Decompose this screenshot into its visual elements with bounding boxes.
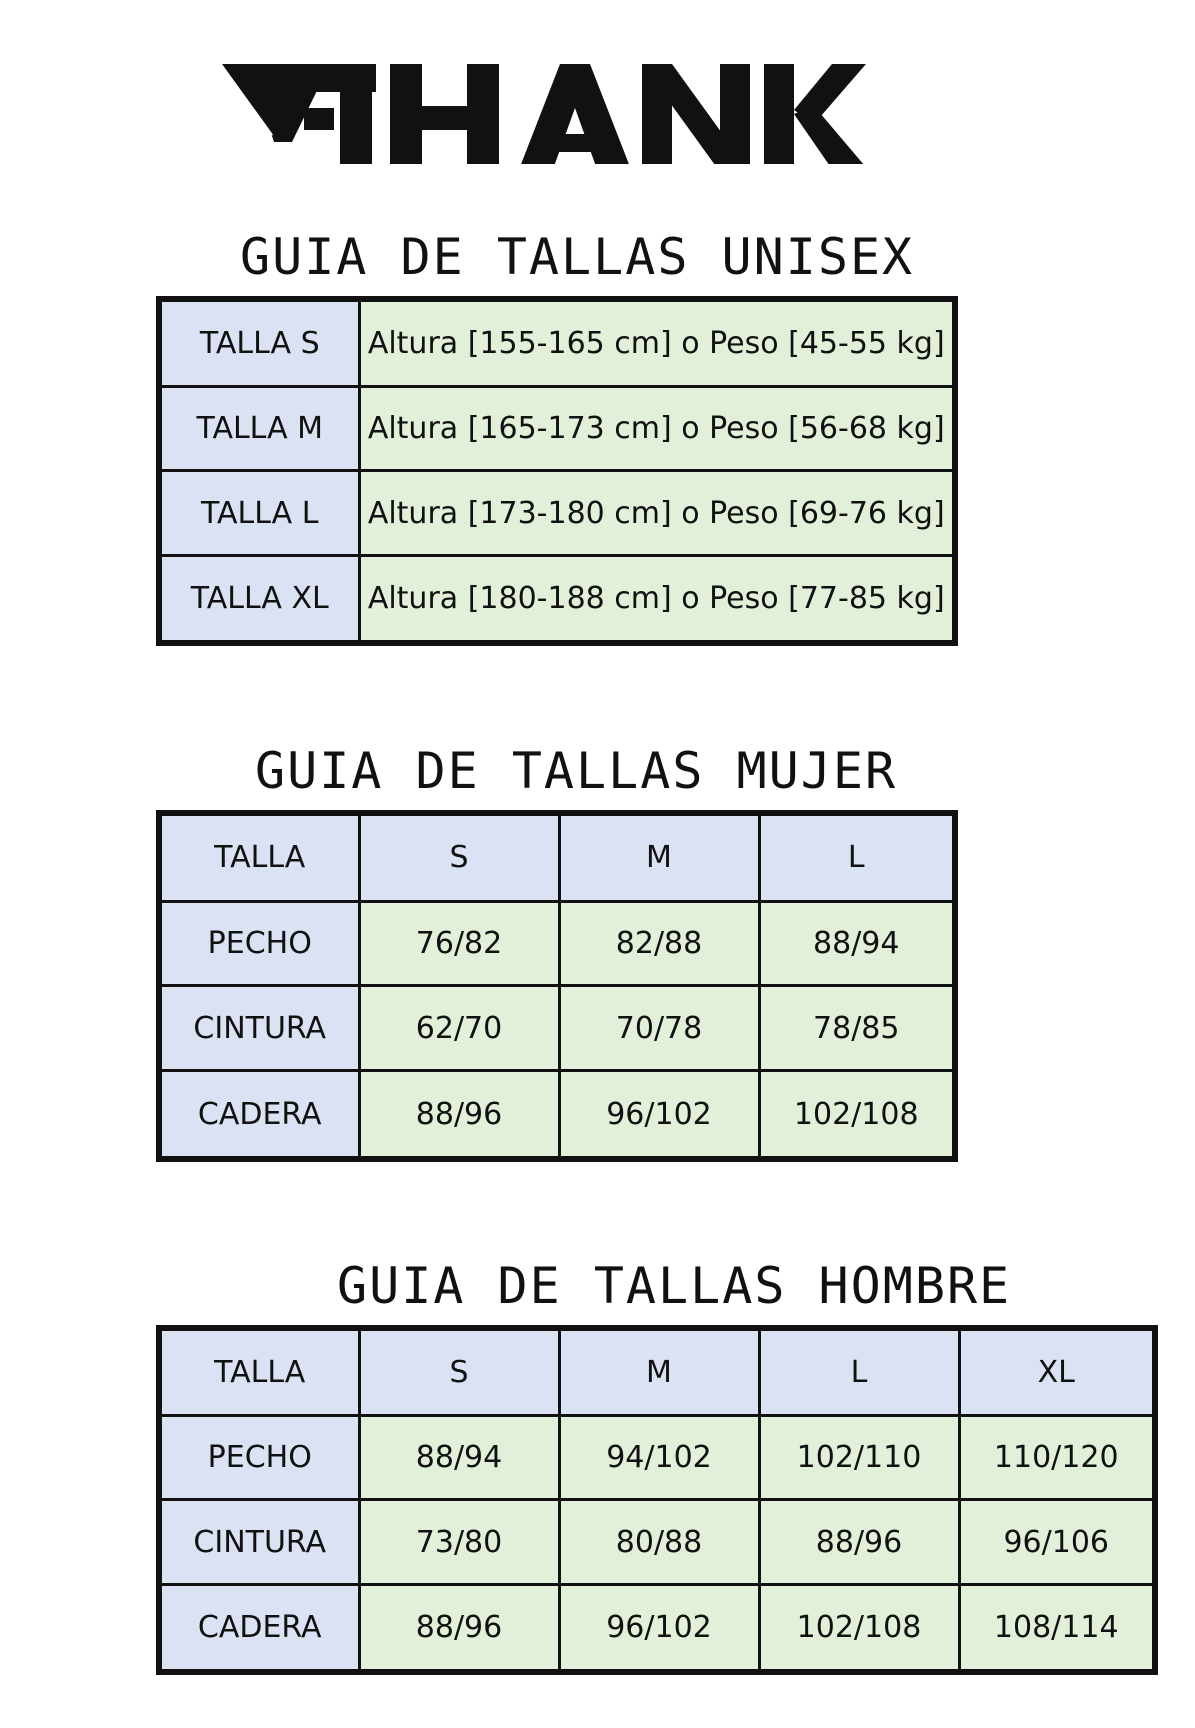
measure-cell: 96/102 [559,1071,759,1159]
measure-cell: 110/120 [959,1416,1155,1500]
size-description: Altura [180-188 cm] o Peso [77-85 kg] [359,555,955,643]
table-row [159,986,955,1071]
measure-cell: 94/102 [559,1416,759,1500]
header-cell: M [559,813,759,901]
header-cell: L [759,1328,959,1416]
measure-cell: 102/108 [759,1584,959,1672]
header-cell: S [359,813,559,901]
row-label: CINTURA [159,986,359,1071]
table-row [159,901,955,986]
measure-cell: 102/110 [759,1416,959,1500]
row-label: PECHO [159,1416,359,1500]
measure-cell: 62/70 [359,986,559,1071]
measure-cell: 88/96 [759,1500,959,1584]
header-cell: XL [959,1328,1155,1416]
table-row [159,299,955,387]
mujer-title: GUIA DE TALLAS MUJER [255,742,898,800]
row-label: CADERA [159,1584,359,1672]
table-row [159,471,955,555]
hombre-title: GUIA DE TALLAS HOMBRE [337,1257,1012,1315]
header-cell: TALLA [159,1328,359,1416]
header-cell: TALLA [159,813,359,901]
table-header-row [159,1328,1155,1416]
table-row [159,1500,1155,1584]
measure-cell: 70/78 [559,986,759,1071]
size-description: Altura [173-180 cm] o Peso [69-76 kg] [359,471,955,555]
brand-logo [222,56,890,164]
measure-cell: 108/114 [959,1584,1155,1672]
measure-cell: 80/88 [559,1500,759,1584]
table-row [159,555,955,643]
header-cell: L [759,813,955,901]
size-label: TALLA M [159,387,359,471]
measure-cell: 82/88 [559,901,759,986]
size-label: TALLA S [159,299,359,387]
measure-cell: 88/94 [359,1416,559,1500]
unisex-title: GUIA DE TALLAS UNISEX [240,228,915,286]
size-label: TALLA L [159,471,359,555]
size-description: Altura [155-165 cm] o Peso [45-55 kg] [359,299,955,387]
mujer-size-table [156,810,958,1162]
unisex-size-table [156,296,958,646]
measure-cell: 96/102 [559,1584,759,1672]
measure-cell: 73/80 [359,1500,559,1584]
measure-cell: 88/96 [359,1584,559,1672]
measure-cell: 88/96 [359,1071,559,1159]
header-cell: M [559,1328,759,1416]
table-row [159,387,955,471]
table-row [159,1416,1155,1500]
measure-cell: 88/94 [759,901,955,986]
row-label: CINTURA [159,1500,359,1584]
size-label: TALLA XL [159,555,359,643]
header-cell: S [359,1328,559,1416]
table-header-row [159,813,955,901]
measure-cell: 76/82 [359,901,559,986]
row-label: CADERA [159,1071,359,1159]
measure-cell: 78/85 [759,986,955,1071]
table-row [159,1584,1155,1672]
measure-cell: 102/108 [759,1071,955,1159]
size-description: Altura [165-173 cm] o Peso [56-68 kg] [359,387,955,471]
table-row [159,1071,955,1159]
row-label: PECHO [159,901,359,986]
hombre-size-table [156,1325,1158,1675]
measure-cell: 96/106 [959,1500,1155,1584]
